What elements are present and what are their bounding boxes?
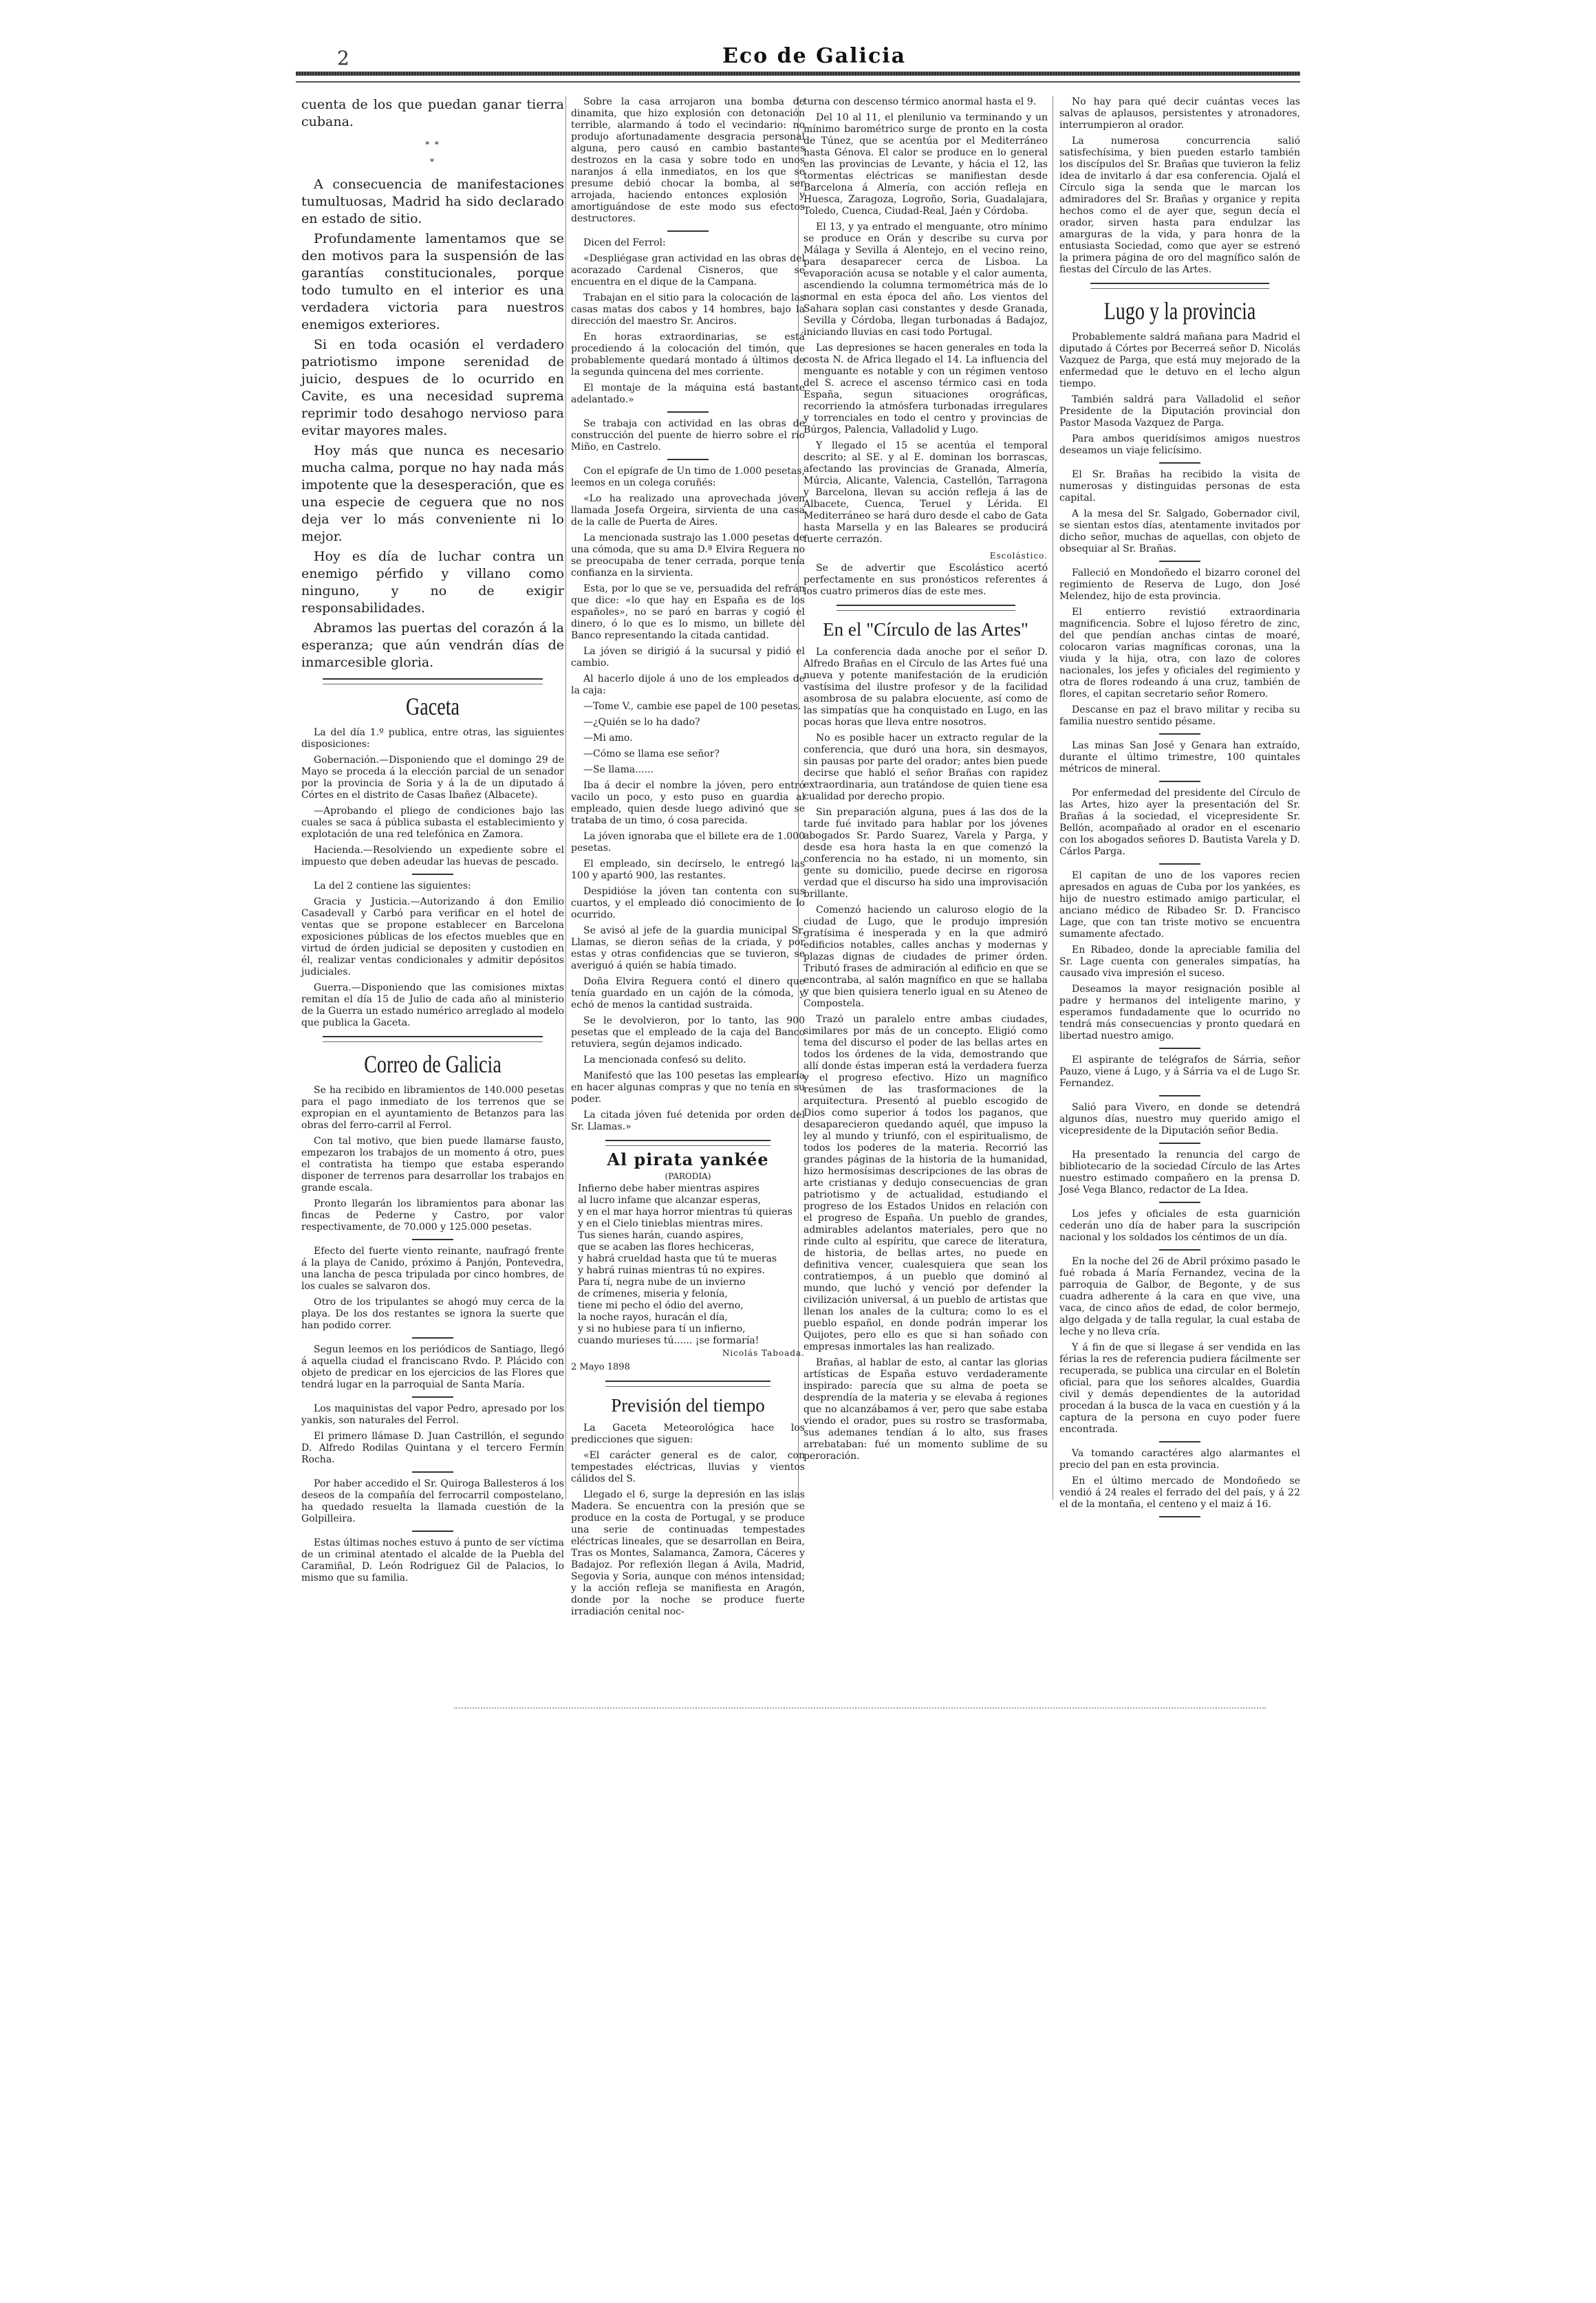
poem-line: cuando murieses tú...... ¡se formaría! (578, 1335, 759, 1347)
poem-line: Tus sienes harán, cuando aspires, (578, 1230, 744, 1242)
separator (1159, 1143, 1200, 1144)
paragraph: Sobre la casa arrojaron una bomba de dinamita, que hizo explosión con detonación terrible, alarmando á todo el vecindario: no produjo afortunadamente desgracia personal alguna, pero causó en cambio bastantes destrozos en la casa y sobre todo en unos naranjos á ella inmediatos, en los que se presume debió chocar la bomba, al ser arrojada, haciendo entonces explosión y amortiguándose de este modo sus efectos destructores. (571, 96, 805, 224)
paragraph: El 13, y ya entrado el menguante, otro mínimo se produce en Orán y describe su curva por Málaga y Sevilla á Alentejo, en el vecino reino, para desaparecer cerca de Lisboa. La evaporación acusa se notable y el calor aumenta, ascendiendo la columna termométrica más de lo normal en esta época del año. Los vientos del Sahara soplan casi constantes y desde Granada, Sevilla y Córdoba, llegan turbonadas á Badajoz, iniciando lluvias en casi todo Portugal. (804, 221, 1048, 338)
paragraph: Trazó un paralelo entre ambas ciudades, similares por más de un concepto. Eligió como tema del discurso el poder de las bellas artes en todos los órdenes de la vida, demostrando que allí donde éstas imperan está la verdadera fuerza y el progreso efectivo. Hizo un magnífico resúmen de las trasformaciones de la arquitectura. Presentó al pueblo escogido de Dios como superior á todos los paganos, que desaparecieron quedando aquél, que impuso la ley al mundo y triunfó, con el espiritualismo, de todos los poderes de la materia. Recorrió las grandes páginas de la historia de la humanidad, hizo hermosísimas descripciones de las obras de arte cristianas y dedujo consecuencias de gran patriotismo y de actualidad, estudiando el progreso de los Estados Unidos en relación con el progreso de España. Un pueblo de grandes, admirables adelantos materiales, pero que no rinde culto al espíritu, que carece de literatura, de historia, de bellas artes, no puede en definitiva vencer, cualesquiera que sean los contratiempos, á un pueblo que dominó al mundo, que luchó y venció por defender la civilización universal, á un pueblo de artistas que llenan los anales de la cultura; como lo es el pueblo español, en donde podrán imperar los Quijotes, pero ello es que si han soñado con empresas inmortales las han realizado. (804, 1014, 1048, 1353)
separator (412, 1531, 453, 1532)
header-rule-thin (296, 81, 1300, 83)
paragraph: —¿Quién se lo ha dado? (583, 717, 700, 728)
section-title-pirata: Al pirata yankée (607, 1149, 769, 1169)
paragraph: Los jefes y oficiales de esta guarnición cederán uno día de haber para la suscripción nacional y los soldados los céntimos de un día. (1059, 1209, 1300, 1243)
separator (412, 874, 453, 875)
paragraph: Brañas, al hablar de esto, al cantar las glorias artísticas de España estuvo verdaderamente inspirado: parecía que su alma de poeta se desprendía de la materia y se elevaba á regiones que no alcanzábamos á ver, pero que sabe estaba viendo el orador, pues su rostro se trasformaba, sus ademanes tendían á lo alto, sus frases arrebataban: fué un momento sublime de su peroración. (804, 1357, 1048, 1462)
separator (412, 1471, 453, 1473)
paragraph: Descanse en paz el bravo militar y reciba su familia nuestro sentido pésame. (1059, 704, 1300, 727)
paragraph: En Ribadeo, donde la apreciable familia del Sr. Lage cuenta con generales simpatías, ha causado viva impresión el suceso. (1059, 944, 1300, 979)
paragraph: La Gaceta Meteorológica hace los predicciones que siguen: (571, 1422, 805, 1445)
separator (1159, 863, 1200, 865)
paragraph: Despidióse la jóven tan contenta con sus cuartos, y el empleado dió conocimiento de lo ocurrido. (571, 886, 805, 920)
paragraph: A consecuencia de manifestaciones tumultuosas, Madrid ha sido declarado en estado de sitio. (301, 177, 564, 226)
paragraph: Hoy es día de luchar contra un enemigo pérfido y villano como ninguno, y no de exigir responsabilidades. (301, 549, 564, 616)
poem-line: y habrá crueldad hasta que tú te mueras (578, 1253, 777, 1265)
poem-line: y habrá ruinas mientras tú no expires. (578, 1265, 765, 1277)
paragraph: En el último mercado de Mondoñedo se vendió á 24 reales el ferrado del del país, y á 22 el de la montaña, el centeno y el maiz á 16. (1059, 1475, 1300, 1510)
paragraph: La jóven ignoraba que el billete era de 1.000 pesetas. (571, 831, 805, 854)
paragraph: Efecto del fuerte viento reinante, naufragó frente á la playa de Canido, próximo á Panjón, Pontevedra, una lancha de pesca tripulada por cinco hombres, de los cuales se salvaron dos. (301, 1246, 564, 1292)
column-divider (565, 96, 566, 1500)
paragraph: Con el epígrafe de Un timo de 1.000 pesetas, leemos en un colega coruñés: (571, 466, 805, 488)
paragraph: No es posible hacer un extracto regular de la conferencia, que duró una hora, sin desmayos, sin pausas por parte del orador; antes bien puede decirse que habló el señor Brañas con rapidez extraordinaria, aun tratándose de quien tiene esa cualidad por derecho propio. (804, 733, 1048, 803)
paragraph: turna con descenso térmico anormal hasta el 9. (804, 96, 1037, 107)
poem-subtitle: (PARODIA) (665, 1171, 711, 1182)
separator (667, 230, 709, 232)
section-rule (1090, 283, 1269, 289)
masthead: Eco de Galicia (722, 44, 907, 68)
paragraph: El aspirante de telégrafos de Sárria, señor Pauzo, viene á Lugo, y á Sárria va el de Lugo Sr. Fernandez. (1059, 1055, 1300, 1089)
poem-author: Nicolás Taboada. (722, 1348, 805, 1359)
paragraph: Se de advertir que Escolástico acertó perfectamente en sus pronósticos referentes á los cuatro primeros días de este mes. (804, 563, 1048, 598)
paragraph: Llegado el 6, surge la depresión en las islas Madera. Se encuentra con la presión que se produce en la costa de Portugal, y se produce una serie de continuadas tempestades eléctricas lineales, que se desarrollan en Beira, Tras os Montes, Salamanca, Zamora, Cáceres y Badajoz. Por reflexión llegan á Avila, Madrid, Segovia y Soria, aunque con ménos intensidad; y la acción refleja se manifiesta en Aragón, donde por la noche se produce fuerte irradiación cenital noc- (571, 1489, 805, 1617)
paragraph: Otro de los tripulantes se ahogó muy cerca de la playa. De los dos restantes se ignora la suerte que han podido correr. (301, 1297, 564, 1331)
paragraph: El primero llámase D. Juan Castrillón, el segundo D. Alfredo Rodilas Quintana y el tercero Fermín Rocha. (301, 1431, 564, 1465)
paragraph: —Tome V., cambie ese papel de 100 pesetas. (583, 701, 801, 712)
separator: * * * (425, 140, 440, 166)
paragraph: Hoy más que nunca es necesario mucha calma, porque no hay nada más impotente que la desesperación, que es una especie de ceguera que no nos deja ver lo más conveniente ni lo mejor. (301, 443, 564, 544)
editorial-block (301, 96, 564, 671)
paragraph: Se ha recibido en libramientos de 140.000 pesetas para el pago inmediato de los terrenos que se expropian en el ayuntamiento de Betanzos para las obras del ferro-carril al Ferrol. (301, 1085, 564, 1131)
paragraph: La del 2 contiene las siguientes: (314, 880, 471, 891)
poem (571, 1183, 805, 1347)
paragraph: Comenzó haciendo un caluroso elogio de la ciudad de Lugo, que le produjo impresión gratísima é inesperada y en la que admiró edificios notables, calles anchas y modernas y plazas dignas de ciudades de primer órden. Tributó frases de admiración al edificio en que se encontraba, al salón magnífico en que se hallaba y que bien quisiera tenerlo igual en su Ateneo de Compostela. (804, 905, 1048, 1010)
paragraph: Si en toda ocasión el verdadero patriotismo impone serenidad de juicio, despues de lo ocurrido en Cavite, es una necesidad suprema reprimir todo desahogo nervioso para evitar mayores males. (301, 337, 564, 438)
page-number: 2 (337, 47, 349, 69)
paragraph: También saldrá para Valladolid el señor Presidente de la Diputación provincial don Pastor Masoda Vazquez de Parga. (1059, 394, 1300, 429)
paragraph: La conferencia dada anoche por el señor D. Alfredo Brañas en el Círculo de las Artes fué una nueva y potente manifestación de la erudición vastísima del ilustre profesor y de la facilidad asombrosa de su palabra elocuente, así como de las simpatías que ha conquistado en Lugo, en las pocas horas que lleva entre nosotros. (804, 647, 1048, 728)
paragraph: Profundamente lamentamos que se den motivos para la suspensión de las garantías constitucionales, porque todo tumulto en el interior es una verdadera victoria para nuestros enemigos exteriores. (301, 231, 564, 332)
paragraph: Esta, por lo que se ve, persuadida del refrán que dice: «lo que hay en España es de los españoles», no se paró en barras y cogió el dinero, ó lo que es lo mismo, un billete del Banco representando la citada cantidad. (571, 583, 805, 641)
paragraph: Hacienda.—Resolviendo un expediente sobre el impuesto que deben adeudar las huevas de pescado. (301, 845, 564, 867)
paragraph: —Mi amo. (583, 733, 633, 744)
paragraph: —Aprobando el pliego de condiciones bajo las cuales se saca á pública subasta el establecimiento y explotación de una red telefónica en Zamora. (301, 805, 564, 840)
paragraph: Pronto llegarán los libramientos para abonar las fincas de Pederne y Castro, por valor respectivamente, de 70.000 y 125.000 pesetas. (301, 1198, 564, 1233)
paragraph: Salió para Vivero, en donde se detendrá algunos días, nuestro muy querido amigo el vicepresidente de la Diputación señor Bedia. (1059, 1102, 1300, 1136)
paragraph: Ha presentado la renuncia del cargo de bibliotecario de la sociedad Círculo de las Artes nuestro estimado compañero en la prensa D. José Vega Blanco, redactor de La Idea. (1059, 1149, 1300, 1196)
paragraph: Gobernación.—Disponiendo que el domingo 29 de Mayo se proceda á la elección parcial de un senador por la provincia de Soria y á la de un diputado á Córtes en el distrito de Casas Ibañez (Albacete). (301, 755, 564, 801)
paragraph: «El carácter general es de calor, con tempestades eléctricas, lluvias y vientos cálidos del S. (571, 1449, 805, 1484)
separator (412, 1337, 453, 1339)
paragraph: Guerra.—Disponiendo que las comisiones mixtas remitan el día 15 de Julio de cada año al ministerio de la Guerra un estado numérico arreglado al modelo que publica la Gaceta. (301, 982, 564, 1028)
poem-line: tiene mi pecho el ódio del averno, (578, 1300, 744, 1312)
separator (667, 411, 709, 413)
paragraph: —Cómo se llama ese señor? (583, 748, 720, 759)
paragraph: La mencionada confesó su delito. (583, 1055, 746, 1066)
article-author: Escolástico. (989, 551, 1048, 561)
separator (1159, 1095, 1200, 1096)
section-rule (323, 678, 543, 684)
paragraph: A la mesa del Sr. Salgado, Gobernador civil, se sientan estos días, atentamente invitados por dicho señor, muchas de aquellas, con objeto de obsequiar al Sr. Brañas. (1059, 508, 1300, 554)
paragraph: Los maquinistas del vapor Pedro, apresado por los yankis, son naturales del Ferrol. (301, 1403, 564, 1426)
paragraph: «Despliégase gran actividad en las obras del acorazado Cardenal Cisneros, que se encuentra en el dique de la Campana. (571, 253, 805, 288)
paragraph: El montaje de la máquina está bastante adelantado.» (571, 382, 805, 405)
paragraph: La numerosa concurrencia salió satisfechísima, y bien pueden estarlo también los discípulos del Sr. Brañas que tuvieron la feliz idea de invitarlo á dar esa conferencia. Ojalá el Círculo siga la senda que le marcan los admiradores del Sr. Brañas y organice y repita hechos como el de ayer que, segun decía el orador, sirven hasta para endulzar las amarguras de la vida, y para honra de la entusiasta Sociedad, como que ayer se estrenó la primera página de oro del magnífico salón de fiestas del Círculo de las Artes. (1059, 136, 1300, 275)
footer-rule (454, 1707, 1266, 1709)
poem-line: la noche rayos, huracán el día, (578, 1312, 728, 1323)
section-title-gaceta: Gaceta (406, 693, 460, 720)
separator (1159, 1441, 1200, 1442)
paragraph: Gracia y Justicia.—Autorizando á don Emilio Casadevall y Carbó para verificar en el hotel de ventas que se propone establecer en Barcelona exposiciones públicas de los efectos muebles que en virtud de órden judicial se depositen y custodien en él, realizar ventas condicionales y admitir depósitos judiciales. (301, 896, 564, 977)
paragraph: —Se llama...... (583, 764, 654, 775)
paragraph: Abramos las puertas del corazón á la esperanza; que aún vendrán días de inmarcesible gloria. (301, 620, 564, 670)
poem-line: y si no hubiese para tí un infierno, (578, 1323, 746, 1335)
poem-line: al lucro infame que alcanzar esperas, (578, 1195, 762, 1207)
paragraph: Se avisó al jefe de la guardia municipal Sr. Llamas, se dieron señas de la criada, y por estas y otras confidencias que se tuvieron, se averiguó á quién se había timado. (571, 925, 805, 971)
header-rule (296, 72, 1300, 76)
paragraph: Sin preparación alguna, pues á las dos de la tarde fué invitado para hablar por los jóvenes abogados Sr. Pardo Suarez, Varela y Parga, y desde esa hora hasta la en que comenzó la conferencia no ha estado, ni un momento, sin gente su domicilio, puede decirse en rigorosa verdad que el discurso ha sido una improvisación brillante. (804, 807, 1048, 900)
separator (1159, 1202, 1200, 1203)
column-3 (804, 96, 1048, 1467)
paragraph: Al hacerlo dijole á uno de los empleados de la caja: (571, 673, 805, 696)
paragraph: Probablemente saldrá mañana para Madrid el diputado á Córtes por Becerreá señor D. Nicolás Vazquez de Parga, que está muy mejorado de la enfermedad que le detuvo en el lecho algun tiempo. (1059, 332, 1300, 389)
section-title-lugo: Lugo y la provincia (1103, 297, 1256, 325)
section-title-circulo: En el "Círculo de las Artes" (823, 619, 1028, 640)
paragraph: Las depresiones se hacen generales en toda la costa N. de Africa llegado el 14. La influencia del menguante es notable y con un régimen ventoso del S. acrece el ascenso térmico casi en toda España, segun situaciones orográficas, recorriendo la atmósfera turbonadas irregulares y torrenciales en todo el centro y provincias de Búrgos, Palencia, Valladolid y Lugo. (804, 343, 1048, 435)
paragraph: En la noche del 26 de Abril próximo pasado le fué robada á María Fernandez, vecina de la parroquia de Galbor, de Begonte, y de sus cuadra adherente á la cara en que vive, una vaca, de cinco años de edad, de color bermejo, algo delgada y de talla regular, la cual estaba de leche y no lleva cría. (1059, 1256, 1300, 1337)
paragraph: Y llegado el 15 se acentúa el temporal descrito; al SE. y al E. dominan los borrascas, afectando las provincias de Granada, Almería, Múrcia, Alicante, Valencia, Castellón, Tarragona y Barcelona, llevan su acción refleja á las de Albacete, Cuenca, Teruel y Lérida. El Mediterráneo se hará duro desde el cabo de Gata hasta Marsella y en las Baleares se producirá fuerte cerrazón. (804, 440, 1048, 545)
paragraph: Estas últimas noches estuvo á punto de ser víctima de un criminal atentado el alcalde de la Puebla del Caramiñal, D. León Rodriguez Gil de Palacios, lo mismo que su familia. (301, 1537, 564, 1583)
paragraph: La citada jóven fué detenida por orden del Sr. Llamas.» (571, 1110, 805, 1132)
separator (1159, 1048, 1200, 1049)
paragraph: «Lo ha realizado una aprovechada jóven llamada Josefa Orgeira, sirvienta de una casa de la calle de Puerta de Aires. (571, 493, 805, 528)
paragraph: Iba á decir el nombre la jóven, pero entró vacilo un poco, y esto puso en guardia al empleado, quien desde luego adivinó que se trataba de un timo, ó cosa parecida. (571, 780, 805, 826)
paragraph: El empleado, sin decírselo, le entregó las 100 y apartó 900, las restantes. (571, 858, 805, 881)
separator (1159, 462, 1200, 464)
section-rule (837, 605, 1015, 611)
separator (1159, 561, 1200, 562)
paragraph: Dicen del Ferrol: (583, 237, 666, 248)
paragraph: Deseamos la mayor resignación posible al padre y hermanos del inteligente marino, y esperamos fundadamente que lo ocurrido no tendrá más consecuencias y pronto quedará en libertad nuestro amigo. (1059, 984, 1300, 1041)
poem-line: Infierno debe haber mientras aspires (578, 1183, 759, 1195)
separator (1159, 733, 1200, 735)
column-1 (301, 96, 564, 1588)
paragraph: Segun leemos en los periódicos de Santiago, llegó á aquella ciudad el franciscano Rvdo. P. Plácido con objeto de predicar en los ejercicios de las Flores que tendrá lugar en la parroquial de Santa María. (301, 1344, 564, 1390)
paragraph: El capitan de uno de los vapores recien apresados en aguas de Cuba por los yankées, es hijo de nuestro estimado amigo particular, el anciano médico de Ribadeo Sr. D. Francisco Lage, que con tan triste motivo se encuentra sumamente afectado. (1059, 870, 1300, 940)
separator (412, 1239, 453, 1240)
paragraph: La del día 1.º publica, entre otras, las siguientes disposiciones: (301, 727, 564, 750)
paragraph: Con tal motivo, que bien puede llamarse fausto, empezaron los trabajos de un momento á otro, pues el contratista ha tiempo que estaba esperando disponer de terrenos para desarrollar los trabajos en grande escala. (301, 1136, 564, 1193)
poem-line: que se acaben las flores hechiceras, (578, 1242, 755, 1253)
column-2 (571, 96, 805, 1622)
poem-line: de crímenes, miseria y felonía, (578, 1288, 728, 1300)
paragraph: Por enfermedad del presidente del Círculo de las Artes, hizo ayer la presentación del Sr. Brañas á la sociedad, el vicepresidente Sr. Bellón, acompañado al orador en el escenario con los abogados señores D. Bautista Varela y D. Cárlos Parga. (1059, 788, 1300, 857)
paragraph: Para ambos queridísimos amigos nuestros deseamos un viaje felicísimo. (1059, 433, 1300, 456)
separator (1159, 781, 1200, 782)
section-rule (605, 1140, 770, 1146)
paragraph: Va tomando caractéres algo alarmantes el precio del pan en esta provincia. (1059, 1448, 1300, 1471)
paragraph: La jóven se dirigió á la sucursal y pidió el cambio. (571, 646, 805, 669)
separator (412, 1396, 453, 1398)
column-4 (1059, 96, 1300, 1523)
section-rule (323, 1036, 543, 1042)
paragraph: Las minas San José y Genara han extraído, durante el último trimestre, 100 quintales métricos de mineral. (1059, 740, 1300, 775)
poem-line: y en el mar haya horror mientras tú quieras (578, 1207, 792, 1218)
section-title-prevision: Previsión del tiempo (611, 1394, 765, 1416)
section-title-correo: Correo de Galicia (364, 1050, 502, 1078)
paragraph: Del 10 al 11, el plenilunio va terminando y un mínimo barométrico surge de pronto en la costa de Túnez, que se acentúa por el Mediterráneo hasta Génova. El calor se produce en lo general en las provincias de Levante, y hácia el 12, las tormentas eléctricas se manifiestan desde Barcelona á Almería, con acción refleja en Huesca, Zaragoza, Logroño, Soria, Guadalajara, Toledo, Cuenca, Ciudad-Real, Jaén y Córdoba. (804, 112, 1048, 217)
paragraph: Doña Elvira Reguera contó el dinero que tenía guardado en un cajón de la cómoda, y echó de menos la cantidad sustraida. (571, 976, 805, 1010)
paragraph: Falleció en Mondoñedo el bizarro coronel del regimiento de Reserva de Lugo, don José Melendez, hijo de esta provincia. (1059, 567, 1300, 602)
paragraph: Y á fin de que si llegase á ser vendida en las férias la res de referencia pudiera fácilmente ser recuperada, se publica una circular en el Boletín oficial, para que los señores alcaldes, Guardia civil y demás dependientes de la autoridad procedan á la busca de la vaca en cuestión y á la captura de la persona en cuyo poder fuere encontrada. (1059, 1342, 1300, 1435)
paragraph: En horas extraordinarias, se está procediendo á la colocación del timón, que probablemente quedará montado á últimos de la segunda quincena del mes corriente. (571, 332, 805, 378)
separator (1159, 1249, 1200, 1251)
paragraph: El entierro revistió extraordinaria magnificencia. Sobre el lujoso féretro de zinc, del que pendían anchas cintas de moaré, colocaron varias magníficas coronas, una la viuda y la hija, otra, con lazo de colores nacionales, los jefes y oficiales del regimiento y otra de flores rodeando á una cruz, también de flores, el capitan secretario señor Romero. (1059, 607, 1300, 700)
paragraph: Se trabaja con actividad en las obras de construcción del puente de hierro sobre el río Miño, en Castrelo. (571, 418, 805, 453)
poem-line: Para tí, negra nube de un invierno (578, 1277, 746, 1288)
paragraph: No hay para qué decir cuántas veces las salvas de aplausos, persistentes y atronadores, interrumpieron al orador. (1059, 96, 1300, 131)
section-rule (605, 1381, 770, 1387)
separator (1159, 1516, 1200, 1517)
paragraph: Por haber accedido el Sr. Quiroga Ballesteros á los deseos de la compañía del ferrocarril compostelano, ha quedado resuelta la llamada cuestión de la Golpilleira. (301, 1478, 564, 1524)
paragraph: La mencionada sustrajo las 1.000 pesetas de una cómoda, que su ama D.ª Elvira Reguera no se preocupaba de tener cerrada, porque tenía confianza en la sirvienta. (571, 532, 805, 579)
poem-date: 2 Mayo 1898 (571, 1361, 630, 1372)
paragraph: Se le devolvieron, por lo tanto, las 900 pesetas que el empleado de la caja del Banco retuviera, según dejamos indicado. (571, 1015, 805, 1050)
paragraph: Trabajan en el sitio para la colocación de las casas matas dos cabos y 14 hombres, bajo la dirección del maestro Sr. Anciros. (571, 292, 805, 327)
paragraph: El Sr. Brañas ha recibido la visita de numerosas y distinguidas personas de esta capital. (1059, 469, 1300, 504)
separator (667, 459, 709, 460)
paragraph: cuenta de los que puedan ganar tierra cubana. (301, 97, 564, 129)
poem-line: y en el Cielo tinieblas mientras mires. (578, 1218, 764, 1230)
paragraph: Manifestó que las 100 pesetas las emplearía en hacer algunas compras y que no tenía en su poder. (571, 1070, 805, 1105)
